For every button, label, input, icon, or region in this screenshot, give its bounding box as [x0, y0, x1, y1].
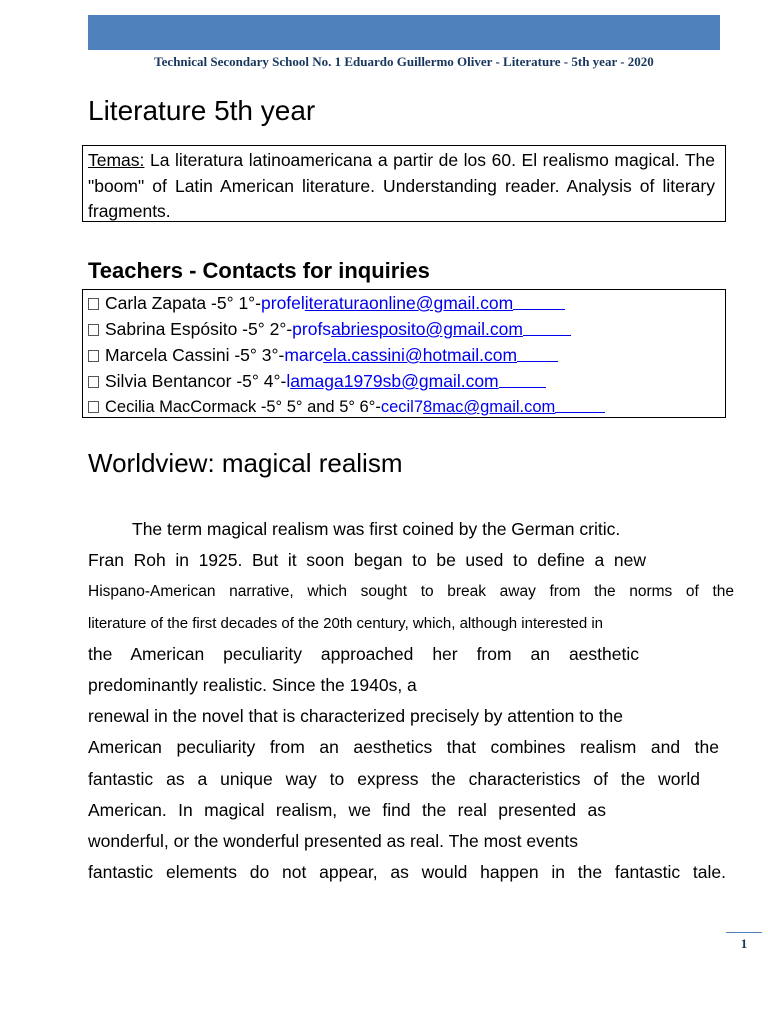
teacher-row: [88, 368, 720, 394]
bullet-icon: [88, 401, 99, 413]
bullet-icon: [88, 298, 99, 310]
page-number: 1: [740, 936, 748, 951]
teacher-email-link[interactable]: lamaga1979sb@gmail.com: [286, 371, 545, 391]
teacher-email-link[interactable]: cecil78mac@gmail.com: [381, 398, 605, 416]
body-line: predominantly realistic. Since the 1940s, a: [88, 674, 417, 695]
topics-box: [82, 145, 726, 222]
page-title: Literature 5th year: [88, 95, 316, 126]
body-line: the American peculiarity approached her from an aesthetic: [88, 643, 639, 664]
body-line: fantastic elements do not appear, as would happen in the fantastic tale.: [88, 862, 726, 883]
bullet-icon: [88, 376, 99, 388]
body-line: literature of the first decades of the 20th century, which, although interested in: [88, 614, 604, 632]
body-text: [88, 514, 734, 888]
teacher-name: Carla Zapata -5° 1°-: [105, 293, 262, 313]
teacher-email-link[interactable]: profeliteraturaonline@gmail.com: [261, 293, 565, 313]
section-heading: Worldview: magical realism: [88, 448, 403, 478]
body-line: American. In magical realism, we find the real presented as: [88, 799, 606, 820]
teacher-row: [88, 342, 720, 368]
teacher-email-link[interactable]: profsabriesposito@gmail.com: [292, 319, 571, 339]
bullet-icon: [88, 324, 99, 336]
teacher-row: [88, 316, 720, 342]
bullet-icon: [88, 350, 99, 362]
teachers-contact-box: [82, 289, 726, 418]
body-line: Hispano-American narrative, which sought to break away from the norms of the: [88, 583, 734, 601]
body-line: American peculiarity from an aesthetics that combines realism and the: [88, 737, 719, 758]
body-line: renewal in the novel that is characterized precisely by attention to the: [88, 706, 624, 727]
teacher-email-link[interactable]: marcela.cassini@hotmail.com: [284, 345, 558, 365]
body-line: The term magical realism was first coined by the German critic.: [132, 519, 621, 539]
teacher-name: Silvia Bentancor -5° 4°-: [105, 371, 287, 391]
teacher-row: [88, 290, 720, 316]
body-line: Fran Roh in 1925. But it soon began to be used to define a new: [88, 550, 646, 571]
topics-text: La literatura latinoamericana a partir de los 60. El realismo magical. The "boom" of Latin American literature. Understanding reader. Analysis of literary fragments.: [88, 150, 715, 221]
header-bar: [88, 15, 720, 50]
body-line: fantastic as a unique way to express the characteristics of the world: [88, 768, 700, 789]
teacher-name: Cecilia MacCormack -5° 5° and 5° 6°-: [105, 398, 381, 416]
teacher-name: Marcela Cassini -5° 3°-: [105, 345, 285, 365]
body-line: wonderful, or the wonderful presented as real. The most events: [88, 830, 578, 851]
teacher-name: Sabrina Espósito -5° 2°-: [105, 319, 293, 339]
teachers-heading: Teachers - Contacts for inquiries: [88, 258, 430, 283]
page-number-rule: [726, 932, 762, 933]
header-caption: Technical Secondary School No. 1 Eduardo Guillermo Oliver - Literature - 5th year - 2020: [154, 54, 654, 69]
teacher-row: [88, 394, 720, 420]
topics-label: Temas:: [88, 150, 145, 170]
